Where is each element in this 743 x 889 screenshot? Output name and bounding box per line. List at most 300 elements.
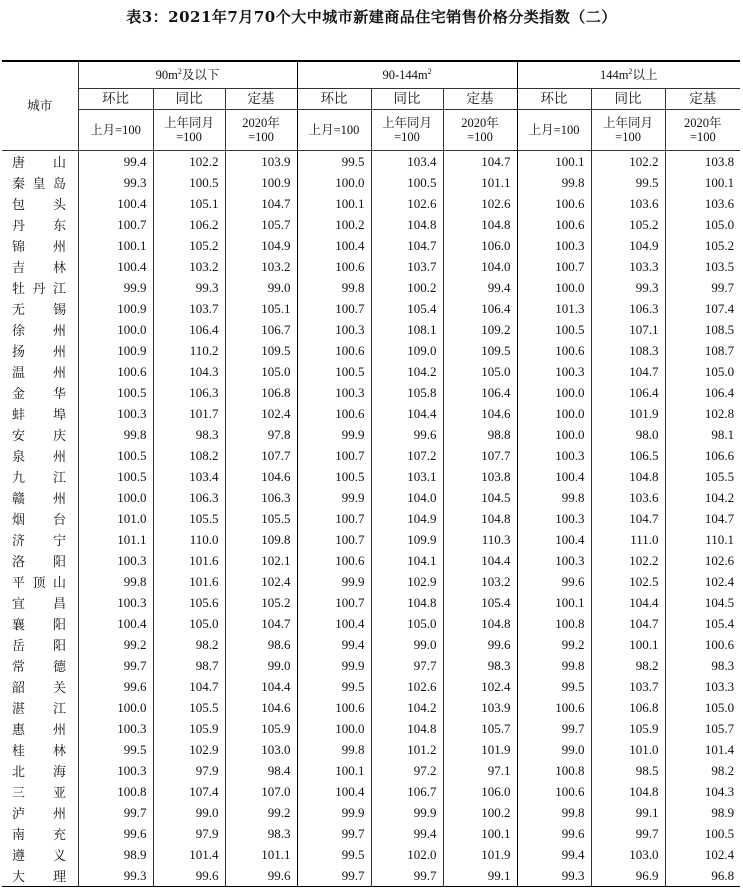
city-char: 山: [52, 155, 66, 170]
city-char: 州: [52, 449, 66, 464]
city-name: [2, 298, 78, 319]
index-value: 100.0: [78, 319, 153, 340]
base-line-1: 上月=100: [308, 123, 360, 137]
index-value: 100.6: [517, 214, 591, 235]
city-char: 亚: [52, 785, 66, 800]
index-value: 99.6: [443, 634, 517, 655]
index-value: 101.3: [517, 298, 591, 319]
index-value: 101.0: [78, 508, 153, 529]
index-value: 105.0: [665, 214, 740, 235]
city-name-text: [12, 761, 66, 780]
index-value: 99.9: [297, 802, 371, 823]
city-char: 锦: [12, 239, 26, 254]
index-value: 99.3: [78, 172, 153, 193]
city-name: [2, 571, 78, 592]
city-name-text: [12, 677, 66, 696]
index-value: 99.5: [297, 151, 371, 173]
index-value: 100.5: [153, 172, 225, 193]
index-value: 101.6: [153, 571, 225, 592]
index-value: 101.9: [443, 739, 517, 760]
city-name: [2, 466, 78, 487]
index-value: 98.2: [153, 634, 225, 655]
index-type-header: 同比: [371, 89, 443, 110]
index-value: 109.5: [443, 340, 517, 361]
index-value: 99.7: [78, 655, 153, 676]
city-name-text: [12, 404, 66, 423]
city-name-text: [12, 530, 66, 549]
city-name-text: [12, 425, 66, 444]
city-char: 丹: [12, 218, 26, 233]
index-value: 99.0: [517, 739, 591, 760]
index-value: 97.8: [225, 424, 297, 445]
index-value: 100.1: [517, 592, 591, 613]
index-value: 102.6: [371, 676, 443, 697]
index-value: 101.0: [591, 739, 665, 760]
city-name: [2, 739, 78, 760]
city-char: 泸: [12, 806, 26, 821]
index-value: 98.2: [591, 655, 665, 676]
index-value: 103.8: [665, 151, 740, 173]
table-row: [2, 424, 740, 445]
city-char: 江: [52, 470, 66, 485]
index-value: 106.4: [153, 319, 225, 340]
city-char: 关: [52, 680, 66, 695]
index-value: 107.4: [153, 781, 225, 802]
index-type-header: 定基: [665, 89, 740, 110]
city-name: [2, 781, 78, 802]
index-value: 105.2: [665, 235, 740, 256]
table-row: [2, 382, 740, 403]
city-char: 阳: [52, 638, 66, 653]
index-value: 99.8: [78, 424, 153, 445]
index-value: 100.4: [517, 466, 591, 487]
base-line-2: =100: [689, 130, 716, 144]
index-value: 98.2: [665, 760, 740, 781]
table-row: [2, 739, 740, 760]
index-value: 101.7: [153, 403, 225, 424]
index-value: 104.5: [665, 592, 740, 613]
city-name: [2, 445, 78, 466]
index-value: 105.6: [153, 592, 225, 613]
city-char: 东: [52, 218, 66, 233]
index-value: 104.9: [225, 235, 297, 256]
index-value: 101.2: [371, 739, 443, 760]
city-name: [2, 655, 78, 676]
index-value: 100.3: [78, 592, 153, 613]
index-value: 100.4: [297, 613, 371, 634]
index-value: 100.3: [297, 319, 371, 340]
table-body: [2, 151, 740, 887]
city-name: [2, 613, 78, 634]
city-name: [2, 550, 78, 571]
city-char: 阳: [52, 554, 66, 569]
index-value: 99.6: [78, 676, 153, 697]
index-value: 100.1: [517, 151, 591, 173]
city-char: 桂: [12, 743, 26, 758]
city-char: 头: [52, 197, 66, 212]
index-value: 100.9: [225, 172, 297, 193]
index-value: 99.8: [297, 277, 371, 298]
index-value: 102.9: [153, 739, 225, 760]
index-value: 99.9: [78, 277, 153, 298]
index-value: 99.7: [517, 718, 591, 739]
index-value: 106.7: [371, 781, 443, 802]
city-name: [2, 172, 78, 193]
index-value: 100.3: [78, 718, 153, 739]
index-value: 103.7: [371, 256, 443, 277]
index-value: 105.4: [371, 298, 443, 319]
index-value: 100.7: [297, 508, 371, 529]
city-column-header: [2, 61, 78, 151]
index-value: 100.6: [297, 550, 371, 571]
city-name: [2, 865, 78, 887]
index-value: 97.1: [443, 760, 517, 781]
table-row: [2, 172, 740, 193]
index-value: 100.3: [517, 550, 591, 571]
index-value: 111.0: [591, 529, 665, 550]
city-char: 洛: [12, 554, 26, 569]
index-value: 100.3: [78, 403, 153, 424]
base-line-1: 上年同月: [163, 116, 214, 130]
table-row: [2, 760, 740, 781]
city-char: 庆: [52, 428, 66, 443]
index-value: 103.2: [443, 571, 517, 592]
index-value: 106.8: [225, 382, 297, 403]
index-value: 104.8: [591, 466, 665, 487]
city-name-text: [12, 656, 66, 675]
index-value: 105.5: [153, 697, 225, 718]
index-value: 104.7: [153, 676, 225, 697]
city-name: [2, 319, 78, 340]
city-char: 九: [12, 470, 26, 485]
index-value: 99.4: [297, 634, 371, 655]
table-row: [2, 319, 740, 340]
city-name-text: [12, 698, 66, 717]
index-value: 110.0: [153, 529, 225, 550]
city-char: 烟: [12, 512, 26, 527]
index-value: 108.1: [371, 319, 443, 340]
city-char: 顶: [32, 575, 46, 590]
index-value: 97.2: [371, 760, 443, 781]
table-row: [2, 571, 740, 592]
index-value: 99.5: [591, 172, 665, 193]
index-value: 98.9: [665, 802, 740, 823]
index-value: 100.3: [78, 550, 153, 571]
city-name-text: [12, 551, 66, 570]
index-value: 105.5: [225, 508, 297, 529]
base-line-1: 2020年: [684, 116, 722, 130]
index-value: 109.5: [225, 340, 297, 361]
index-value: 101.1: [443, 172, 517, 193]
index-value: 105.7: [665, 718, 740, 739]
index-value: 99.1: [591, 802, 665, 823]
index-value: 100.4: [297, 235, 371, 256]
index-value: 100.2: [371, 277, 443, 298]
index-base-header: [517, 110, 591, 151]
index-value: 105.7: [443, 718, 517, 739]
city-name: [2, 487, 78, 508]
area-group-header: [78, 61, 297, 89]
index-value: 99.8: [517, 172, 591, 193]
city-name-text: [12, 614, 66, 633]
city-name: [2, 340, 78, 361]
table-row: [2, 340, 740, 361]
city-name: [2, 760, 78, 781]
index-value: 100.0: [297, 718, 371, 739]
index-value: 100.1: [78, 235, 153, 256]
area-group-sup: 2: [177, 67, 182, 76]
city-name: [2, 235, 78, 256]
index-value: 102.4: [443, 676, 517, 697]
city-name-text: [12, 824, 66, 843]
index-value: 105.0: [443, 361, 517, 382]
index-value: 100.8: [517, 760, 591, 781]
city-char: 理: [52, 869, 66, 884]
index-value: 98.3: [665, 655, 740, 676]
city-char: 无: [12, 302, 26, 317]
city-char: 义: [52, 848, 66, 863]
index-value: 104.3: [665, 781, 740, 802]
city-name-text: [12, 572, 66, 591]
city-name-text: [12, 362, 66, 381]
base-line-1: 2020年: [461, 116, 499, 130]
city-name: [2, 277, 78, 298]
index-value: 96.9: [591, 865, 665, 887]
city-char: 大: [12, 869, 26, 884]
table-row: [2, 508, 740, 529]
index-value: 105.1: [225, 298, 297, 319]
index-value: 100.0: [517, 277, 591, 298]
index-value: 105.9: [225, 718, 297, 739]
index-value: 103.9: [225, 151, 297, 173]
index-value: 100.5: [297, 466, 371, 487]
index-value: 99.6: [78, 823, 153, 844]
table-row: [2, 697, 740, 718]
index-value: 102.4: [665, 571, 740, 592]
index-value: 101.6: [153, 550, 225, 571]
city-name: [2, 676, 78, 697]
table-header: [2, 61, 740, 151]
header-row-bases: [2, 110, 740, 151]
index-value: 106.3: [153, 382, 225, 403]
index-value: 100.7: [297, 529, 371, 550]
index-value: 99.0: [153, 802, 225, 823]
city-char: 包: [12, 197, 26, 212]
table-row: [2, 256, 740, 277]
city-char: 湛: [12, 701, 26, 716]
index-value: 100.3: [517, 445, 591, 466]
index-value: 96.8: [665, 865, 740, 887]
table-row: [2, 676, 740, 697]
city-name-text: [12, 194, 66, 213]
index-value: 106.3: [153, 487, 225, 508]
index-value: 108.3: [591, 340, 665, 361]
index-value: 100.6: [297, 256, 371, 277]
index-value: 104.6: [225, 697, 297, 718]
index-value: 103.0: [225, 739, 297, 760]
index-value: 104.8: [443, 508, 517, 529]
city-char: 遵: [12, 848, 26, 863]
index-value: 103.6: [591, 193, 665, 214]
index-value: 110.2: [153, 340, 225, 361]
city-char: 丹: [32, 281, 46, 296]
city-name-text: [12, 278, 66, 297]
index-value: 109.9: [371, 529, 443, 550]
city-char: 江: [52, 701, 66, 716]
index-base-header: [78, 110, 153, 151]
index-value: 99.9: [297, 424, 371, 445]
index-value: 104.8: [371, 718, 443, 739]
table-row: [2, 823, 740, 844]
table-row: [2, 487, 740, 508]
index-value: 102.5: [591, 571, 665, 592]
index-value: 102.2: [591, 151, 665, 173]
index-type-header: 环比: [517, 89, 591, 110]
city-char: 襄: [12, 617, 26, 632]
index-value: 106.0: [443, 235, 517, 256]
index-value: 109.8: [225, 529, 297, 550]
index-value: 99.3: [78, 865, 153, 887]
city-char: 金: [12, 386, 26, 401]
index-value: 100.6: [665, 634, 740, 655]
city-name-text: [12, 509, 66, 528]
city-char: 海: [52, 764, 66, 779]
index-value: 100.2: [297, 214, 371, 235]
index-value: 100.6: [517, 697, 591, 718]
index-value: 99.3: [591, 277, 665, 298]
index-value: 102.4: [665, 844, 740, 865]
index-value: 102.0: [371, 844, 443, 865]
city-char: 州: [52, 344, 66, 359]
city-char: 州: [52, 323, 66, 338]
index-value: 99.5: [517, 676, 591, 697]
index-value: 104.6: [225, 466, 297, 487]
city-char: 阳: [52, 617, 66, 632]
index-value: 100.5: [297, 361, 371, 382]
index-value: 100.2: [443, 802, 517, 823]
index-value: 100.8: [78, 781, 153, 802]
index-value: 101.1: [225, 844, 297, 865]
index-value: 110.3: [443, 529, 517, 550]
city-name: [2, 697, 78, 718]
index-value: 107.2: [371, 445, 443, 466]
index-value: 105.0: [153, 613, 225, 634]
index-value: 104.3: [153, 361, 225, 382]
index-value: 105.9: [153, 718, 225, 739]
index-value: 106.3: [591, 298, 665, 319]
index-value: 100.7: [517, 256, 591, 277]
index-value: 99.4: [78, 151, 153, 173]
city-char: 宁: [52, 533, 66, 548]
index-value: 104.8: [443, 214, 517, 235]
index-value: 100.0: [517, 403, 591, 424]
table-row: [2, 361, 740, 382]
index-value: 100.9: [78, 340, 153, 361]
index-value: 97.7: [371, 655, 443, 676]
city-char: 州: [52, 722, 66, 737]
header-row-types: [2, 89, 740, 110]
index-value: 99.2: [78, 634, 153, 655]
index-value: 103.6: [591, 487, 665, 508]
index-value: 102.2: [153, 151, 225, 173]
index-value: 100.5: [517, 319, 591, 340]
index-value: 99.7: [591, 823, 665, 844]
index-base-header: [225, 110, 297, 151]
index-value: 99.6: [517, 823, 591, 844]
index-value: 100.4: [78, 193, 153, 214]
index-base-header: [371, 110, 443, 151]
index-value: 100.6: [297, 340, 371, 361]
index-type-header: 定基: [443, 89, 517, 110]
index-value: 99.4: [371, 823, 443, 844]
index-value: 108.2: [153, 445, 225, 466]
index-value: 103.7: [153, 298, 225, 319]
index-value: 107.1: [591, 319, 665, 340]
table-row: [2, 865, 740, 887]
city-name-text: [12, 215, 66, 234]
index-value: 101.9: [591, 403, 665, 424]
city-char: 充: [52, 827, 66, 842]
area-group-label: 90-144m: [382, 68, 428, 82]
city-char: 岛: [52, 176, 66, 191]
city-char: 扬: [12, 344, 26, 359]
index-base-header: [665, 110, 740, 151]
index-value: 100.6: [517, 781, 591, 802]
city-name-text: [12, 866, 66, 885]
index-value: 100.8: [517, 613, 591, 634]
index-value: 104.2: [371, 697, 443, 718]
index-value: 100.1: [297, 760, 371, 781]
index-value: 99.9: [297, 487, 371, 508]
index-value: 105.0: [225, 361, 297, 382]
index-type-header: 同比: [591, 89, 665, 110]
city-char: 德: [52, 659, 66, 674]
index-type-header: 同比: [153, 89, 225, 110]
index-value: 100.5: [371, 172, 443, 193]
city-name: [2, 529, 78, 550]
index-value: 104.7: [371, 235, 443, 256]
city-name: [2, 634, 78, 655]
index-value: 100.0: [517, 382, 591, 403]
city-name-text: [12, 635, 66, 654]
index-value: 101.4: [153, 844, 225, 865]
city-char: 温: [12, 365, 26, 380]
index-value: 105.0: [665, 361, 740, 382]
index-value: 99.8: [517, 802, 591, 823]
city-name-text: [12, 173, 66, 192]
city-char: 埠: [52, 407, 66, 422]
index-value: 105.4: [665, 613, 740, 634]
index-value: 104.7: [591, 361, 665, 382]
area-group-sup: 2: [427, 67, 432, 76]
index-value: 98.3: [153, 424, 225, 445]
city-name: [2, 151, 78, 173]
index-value: 100.6: [297, 403, 371, 424]
city-char: 济: [12, 533, 26, 548]
index-value: 103.4: [371, 151, 443, 173]
city-char: 北: [12, 764, 26, 779]
city-name-text: [12, 845, 66, 864]
index-value: 98.3: [443, 655, 517, 676]
index-value: 99.4: [517, 844, 591, 865]
city-char: 三: [12, 785, 26, 800]
index-value: 100.4: [297, 781, 371, 802]
index-value: 98.3: [225, 823, 297, 844]
index-value: 100.6: [78, 361, 153, 382]
table-title: 表3：2021年7月70个大中城市新建商品住宅销售价格分类指数（二）: [126, 8, 617, 26]
table-row: [2, 592, 740, 613]
index-value: 99.3: [153, 277, 225, 298]
